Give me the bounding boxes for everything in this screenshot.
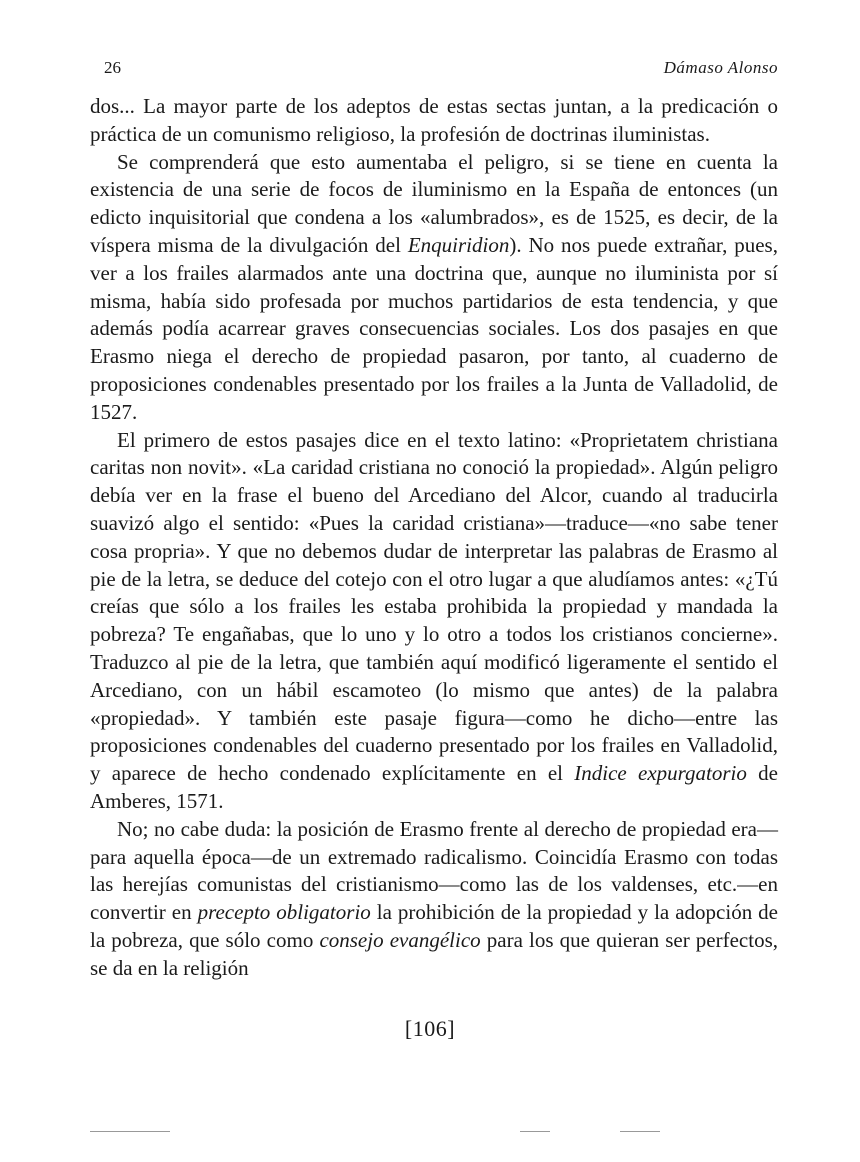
text-run: El primero de estos pasajes dice en el texto latino: «Proprietatem christiana caritas non novit». «La caridad cristiana no conoció la propiedad». Algún peligro debía ver en la frase el bueno del Arcediano del Alcor, cuando al traducirla suavizó algo el sentido: «Pues la caridad cristiana»—traduce—«no sabe tener cosa propria». Y que no debemos dudar de interpretar las palabras de Erasmo al pie de la letra, se deduce del cotejo con el otro lugar a que aludíamos antes: «¿Tú creías que sólo a los frailes les estaba prohibida la propiedad y mandada la pobreza? Te engañabas, que lo uno y lo otro a todos los cristianos concierne». Traduzco al pie de la letra, que también aquí modificó ligeramente el sentido el Arcediano, con un hábil escamoteo (lo mismo que antes) de la palabra «propiedad». Y también este pasaje figura—como he dicho—entre las proposiciones condenables del cuaderno presentado por los frailes en Valladolid, y aparece de hecho condenado explícitamente en el [90,427,778,786]
italic-run: Indice expurgatorio [574,761,747,786]
text-run: ). No nos puede extrañar, pues, ver a los frailes alarmados ante una doctrina que, aunque no iluminista por sí misma, había sido profesada por muchos partidarios de esta tendencia, y que además podía acarrear graves consecuencias sociales. Los dos pasajes en que Erasmo niega el derecho de propiedad pasaron, por tanto, al cuaderno de proposiciones condenables presentado por los frailes a la Junta de Valladolid, de 1527. [90,232,778,424]
paragraph [90,93,778,149]
text-run: para los que quieran ser perfectos, se da en la religión [90,927,779,980]
running-head-author: Dámaso Alonso [663,58,778,77]
folio-number: [106] [404,1016,456,1041]
page-number: 26 [104,58,121,77]
text-run: de Amberes, 1571. [90,761,778,813]
text-run: Se comprenderá que esto aumentaba el peligro, si se tiene en cuenta la existencia de una serie de focos de iluminismo en la España de entonces (un edicto inquisitorial que condena a los «alumbrados», es de 1525, es decir, de la víspera misma de la divulgación del [90,149,778,257]
italic-run: consejo evangélico [319,927,481,952]
body-text [90,93,778,983]
paragraph [90,816,778,983]
italic-run: Enquiridion [407,232,510,257]
paragraph [90,427,778,816]
italic-run: precepto obligatorio [197,900,371,925]
bottom-rule-left [90,1131,170,1132]
paragraph [90,149,778,427]
bottom-rule-center [520,1131,550,1132]
text-run: la prohibición de la propiedad y la adopción de la pobreza, que sólo como [90,900,778,952]
text-run: dos... La mayor parte de los adeptos de estas sectas juntan, a la predicación o práctica de un comunismo religioso, la profesión de doctrinas iluministas. [90,94,778,146]
text-run: No; no cabe duda: la posición de Erasmo frente al derecho de propiedad era—para aquella época—de un extremado radicalismo. Coincidía Erasmo con todas las herejías comunistas del cristianismo—como las de los valdenses, etc.—en convertir en [90,816,778,925]
bottom-rule-right [620,1131,660,1132]
running-header [90,58,778,84]
